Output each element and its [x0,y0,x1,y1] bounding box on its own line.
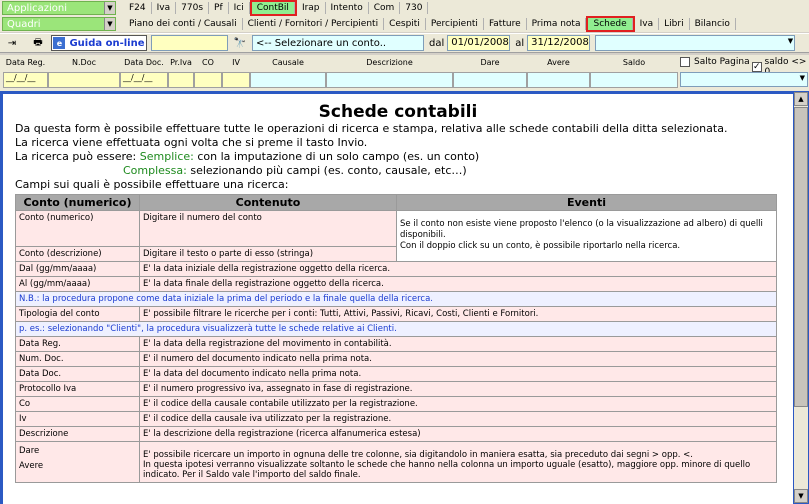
saldo-filter-select[interactable] [680,72,808,87]
saldo-checkbox[interactable]: ✓ saldo <> [753,57,807,72]
column-header: CO [194,57,222,69]
filter-input[interactable] [527,72,590,88]
table-row: Descrizione E' la descrizione della registrazione (ricerca alfanumerica estesa) [16,427,777,442]
chevron-down-icon: ▼ [799,74,805,82]
table-row: Dare Avere E' possibile ricercare un importo in ognuna delle tre colonne, sia digitandolo in maniera esatta, sia preceduto dai segni > opp. <. In questa ipotesi verranno visualizzate soltanto le schede che hanno nella colonna un importo uguale (esatto), maggiore opp. minore di quello indicato. Per il Saldo vale l'importo del saldo finale. [16,442,777,483]
exit-icon[interactable]: ⇥ [7,37,17,49]
filter-input[interactable] [168,72,194,88]
column-header: Pr.Iva [168,57,194,69]
menu-730[interactable]: 730 [400,2,428,14]
submenu-iva[interactable]: Iva [635,18,660,30]
menu-com[interactable]: Com [369,2,401,14]
printer-icon[interactable]: 🖶 [33,36,43,48]
column-header: Data Doc. [120,57,168,69]
submenu-piano-dei-conti-causali[interactable]: Piano dei conti / Causali [124,18,243,30]
salto-pagina-checkbox[interactable]: Salto Pagina [680,57,750,67]
fields-table: Conto (numerico) Contenuto Eventi Conto (numerico) Digitare il numero del conto Se il conto non esiste viene proposto l'elenco (o la visualizzazione ad albero) di quelli disponibili. Con il doppio click su un conto, è possibile riportarlo nella ricerca. Conto (descrizione) Digitare il testo o parte di esso (stringa) Dal (gg/mm/aaaa) E' la data iniziale della registrazione oggetto della ricerca. Al (gg/mm/aaaa) E' la data finale della registrazione oggetto della ricerca. N.B.: la procedura propone come data iniziale la prima del periodo e la finale quella della ricerca. Tipologia del conto E' possibile filtrare le ricerche per i conti: Tutti, Attivi, Passivi, Ricavi, Costi, Clienti e Fornitori. p. es.: selezionando "Clienti", la procedura visualizzerà tutte le schede relative ai Clienti. Data Reg. E' la data della registrazione del movimento in contabilità. Num. Doc. E' il numero del documento indicato nella prima nota. Data Doc. E' la data del documento indicato nella prima nota. Protocollo Iva E' il numero progressivo iva, assegnato in fase di registrazione. Co E' il codice della causale contabile utilizzato per la registrazione. Iv E' il codice della causale iva utilizzato per la registrazione. Descrizione E' la descrizione della registrazione (ricerca alfanumerica estesa) Dare Avere E' possibile ricercare un importo in ognuna delle tre colonne, sia digitandolo in maniera esatta, sia preceduto dai segni > opp. <. In questa ipotesi verranno visualizzate soltanto le schede che hanno nella colonna un importo uguale (esatto), maggiore opp. minore di quello indicato. Per il Saldo vale l'importo del saldo finale. [15,194,777,483]
submenu-schede[interactable]: Schede [588,18,632,30]
filter-input[interactable]: __/__/__ [3,72,48,88]
column-header: Saldo [590,57,678,69]
table-row: Al (gg/mm/aaaa) E' la data finale della registrazione oggetto della ricerca. [16,277,777,292]
scroll-up-icon[interactable]: ▲ [794,92,808,106]
chevron-down-icon: ▼ [104,2,115,14]
scroll-down-icon[interactable]: ▼ [794,489,808,503]
account-select[interactable]: <-- Selezionare un conto.. [252,35,424,51]
column-header: Avere [527,57,590,69]
account-code-input[interactable] [151,35,228,51]
column-header: Causale [250,57,326,69]
filter-input[interactable]: __/__/__ [120,72,168,88]
menu-contbil[interactable]: ContBil [252,2,295,14]
menu-ici[interactable]: Ici [229,2,250,14]
column-header: IV [222,57,250,69]
submenu-fatture[interactable]: Fatture [484,18,527,30]
applicazioni-combo[interactable]: Applicazioni ▼ [2,1,116,15]
checkmark-icon: ✓ [753,62,761,72]
column-header: Data Reg. [3,57,48,69]
scroll-thumb[interactable] [794,107,808,407]
filter-input[interactable] [222,72,250,88]
table-row: Data Doc. E' la data del documento indicato nella prima nota. [16,367,777,382]
submenu-cespiti[interactable]: Cespiti [384,18,426,30]
submenu-percipienti[interactable]: Percipienti [426,18,484,30]
table-row: Protocollo Iva E' il numero progressivo iva, assegnato in fase di registrazione. [16,382,777,397]
table-row: Conto (numerico) Digitare il numero del conto Se il conto non esiste viene proposto l'elenco (o la visualizzazione ad albero) di quelli disponibili. Con il doppio click su un conto, è possibile riportarlo nella ricerca. [16,211,777,247]
filter-input[interactable] [326,72,453,88]
menu-iva[interactable]: Iva [152,2,177,14]
quadri-combo[interactable]: Quadri ▼ [2,17,116,31]
filter-input[interactable] [590,72,678,88]
page-title: Schede contabili [318,102,478,122]
menu-pf[interactable]: Pf [209,2,229,14]
table-row: Iv E' il codice della causale iva utilizzato per la registrazione. [16,412,777,427]
submenu-libri[interactable]: Libri [659,18,689,30]
table-row: Num. Doc. E' il numero del documento indicato nella prima nota. [16,352,777,367]
date-to-input[interactable]: 31/12/2008 [527,35,590,51]
chevron-down-icon: ▼ [104,18,115,30]
guide-button[interactable]: e Guida on-line [51,35,147,51]
help-panel [0,91,809,504]
binoculars-icon[interactable]: 🔭 [233,37,247,49]
table-row: Data Reg. E' la data della registrazione del movimento in contabilità. [16,337,777,352]
filter-input[interactable] [194,72,222,88]
menu-irap[interactable]: Irap [297,2,326,14]
filter-input[interactable] [453,72,527,88]
table-row: Dal (gg/mm/aaaa) E' la data iniziale della registrazione oggetto della ricerca. [16,262,777,277]
vertical-scrollbar[interactable] [794,92,808,503]
table-row: Tipologia del conto E' possibile filtrare le ricerche per i conti: Tutti, Attivi, Passivi, Ricavi, Costi, Clienti e Fornitori. [16,307,777,322]
table-row: Co E' il codice della causale contabile utilizzato per la registrazione. [16,397,777,412]
menu-f24[interactable]: F24 [124,2,152,14]
column-header: N.Doc [48,57,120,69]
table-row: N.B.: la procedura propone come data iniziale la prima del periodo e la finale quella della ricerca. [16,292,777,307]
submenu-bilancio[interactable]: Bilancio [690,18,736,30]
column-header: Descrizione [326,57,453,69]
submenu-prima-nota[interactable]: Prima nota [527,18,587,30]
menu-770s[interactable]: 770s [176,2,209,14]
submenu-clienti-fornitori-percipienti[interactable]: Clienti / Fornitori / Percipienti [243,18,385,30]
filter-input[interactable] [250,72,326,88]
chevron-down-icon: ▼ [787,37,794,45]
table-row: p. es.: selezionando "Clienti", la procedura visualizzerà tutte le schede relative ai Clienti. [16,322,777,337]
table-row: Conto (descrizione) Digitare il testo o parte di esso (stringa) [16,247,777,262]
info-icon: e [53,37,65,49]
column-header: Dare [453,57,527,69]
date-from-input[interactable]: 01/01/2008 [447,35,510,51]
filter-input[interactable] [48,72,120,88]
help-content: Schede contabili Da questa form è possibile effettuare tutte le operazioni di ricerca e stampa, relativa alle schede contabili della ditta selezionata. La ricerca viene effettuata ogni volta che si preme il tasto Invio. La ricerca può essere: Semplice: con la imputazione di un solo campo (es. un conto) Complessa: selezionando più campi (es. conto, causale, etc…) Campi sui quali è possibile effettuare una ricerca: Conto (numerico) Contenuto Eventi Conto (numerico) Digitare il numero del conto Se il conto non esiste viene proposto l'elenco (o la visualizzazione ad albero) di quelli disponibili. Con il doppio click su un conto, è possibile riportarlo nella ricerca. Conto (descrizione) Digitare il testo o parte di esso (stringa) Dal (gg/mm/aaaa) E' la data iniziale della registrazione oggetto della ricerca. Al (gg/mm/aaaa) E' la data finale della registrazione oggetto della ricerca. N.B.: la procedura propone come data iniziale la prima del periodo e la finale quella della ricerca. Tipologia del conto E' possibile filtrare le ricerche per i conti: Tutti, Attivi, Passivi, Ricavi, Costi, Clienti e Fornitori. p. es.: selezionando "Clienti", la procedura visualizzerà tutte le schede relative ai Clienti. Data Reg. E' la data della registrazione del movimento in contabilità. Num. Doc. E' il numero del documento indicato nella prima nota. Data Doc. E' la data del documento indicato nella prima nota. Protocollo Iva E' il numero progressivo iva, assegnato in fase di registrazione. Co E' il codice della causale contabile utilizzato per la registrazione. Iv E' il codice della causale iva utilizzato per la registrazione. Descrizione E' la descrizione della registrazione (ricerca alfanumerica estesa) Dare Avere E' possibile ricercare un importo in ognuna delle tre colonne, sia digitandolo in maniera esatta, sia preceduto dai segni > opp. <. In questa ipotesi verranno visualizzate soltanto le schede che hanno nella colonna un importo uguale (esatto), maggiore opp. minore di quello indicato. Per il Saldo vale l'importo del saldo finale. [3,94,793,504]
extra-select[interactable] [595,35,795,51]
menu-intento[interactable]: Intento [326,2,369,14]
